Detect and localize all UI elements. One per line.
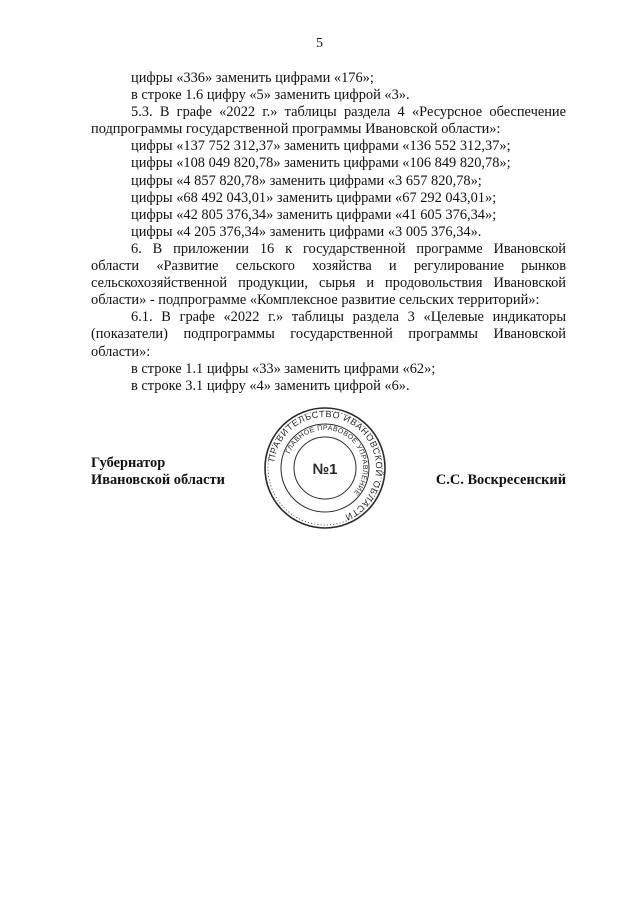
stamp-outer-text: ПРАВИТЕЛЬСТВО ИВАНОВСКОЙ ОБЛАСТИ bbox=[266, 408, 385, 523]
text-line: в строке 1.1 цифры «33» заменить цифрами «62»; bbox=[131, 360, 436, 377]
stamp-inner-text: ГЛАВНОЕ ПРАВОВОЕ УПРАВЛЕНИЕ bbox=[285, 424, 369, 497]
paragraph-line: 6.1. В графе «2022 г.» таблицы раздела 3 «Целевые индикаторы bbox=[131, 309, 566, 326]
signatory-title-line: Губернатор bbox=[91, 455, 166, 471]
replacement-line: цифры «108 049 820,78» заменить цифрами «106 849 820,78»; bbox=[131, 155, 511, 172]
page-number: 5 bbox=[316, 36, 323, 51]
replacement-line: цифры «137 752 312,37» заменить цифрами «136 552 312,37»; bbox=[131, 138, 511, 155]
paragraph-line: области «Развитие сельского хозяйства и регулирование рынков bbox=[91, 258, 566, 275]
signatory-name: С.С. Воскресенский bbox=[435, 472, 566, 488]
document-body bbox=[91, 70, 566, 395]
signatory-title-line: Ивановской области bbox=[91, 472, 225, 489]
stamp-number: №1 bbox=[312, 461, 338, 478]
paragraph-line: 5.3. В графе «2022 г.» таблицы раздела 4 «Ресурсное обеспечение bbox=[131, 104, 566, 121]
replacement-line: цифры «68 492 043,01» заменить цифрами «67 292 043,01»; bbox=[131, 189, 497, 206]
text-line: в строке 1.6 цифру «5» заменить цифрой «3». bbox=[131, 87, 410, 104]
paragraph-line: 6. В приложении 16 к государственной программе Ивановской bbox=[131, 240, 566, 257]
paragraph-line: сельскохозяйственной продукции, сырья и продовольствия Ивановской bbox=[91, 275, 566, 292]
replacement-line: цифры «42 805 376,34» заменить цифрами «41 605 376,34»; bbox=[131, 206, 497, 223]
text-line: в строке 3.1 цифру «4» заменить цифрой «6». bbox=[131, 377, 410, 394]
paragraph-line: области» - подпрограмме «Комплексное развитие сельских территорий»: bbox=[91, 292, 540, 309]
text-line: цифры «336» заменить цифрами «176»; bbox=[131, 70, 374, 86]
replacement-line: цифры «4 857 820,78» заменить цифрами «3 657 820,78»; bbox=[131, 172, 482, 189]
replacement-line: цифры «4 205 376,34» заменить цифрами «3 005 376,34». bbox=[131, 223, 482, 240]
paragraph-line: области»: bbox=[91, 343, 151, 360]
paragraph-line: (показатели) подпрограммы государственной программы Ивановской bbox=[91, 326, 566, 343]
paragraph-line: подпрограммы государственной программы Ивановской области»: bbox=[91, 121, 501, 138]
official-stamp bbox=[262, 405, 388, 531]
